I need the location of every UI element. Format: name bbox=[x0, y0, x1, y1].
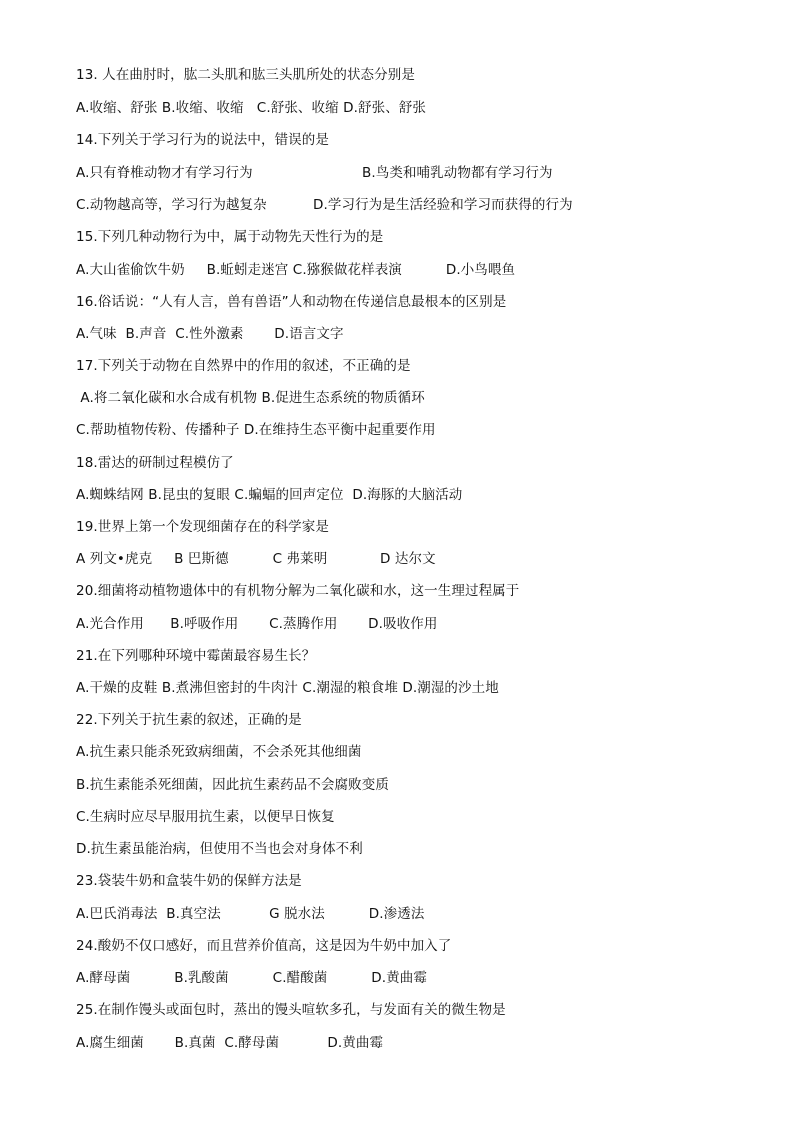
question-24: 24.酸奶不仅口感好，而且营养价值高，这是因为牛奶中加入了 bbox=[76, 938, 452, 954]
question-19: 19.世界上第一个发现细菌存在的科学家是 bbox=[76, 519, 329, 535]
options-25: A.腐生细菌 B.真菌 C.酵母菌 D.黄曲霉 bbox=[76, 1035, 384, 1051]
options-18: A.蜘蛛结网 B.昆虫的复眼 C.蝙蝠的回声定位 D.海豚的大脑活动 bbox=[76, 487, 463, 503]
option-22a: A.抗生素只能杀死致病细菌，不会杀死其他细菌 bbox=[76, 744, 362, 760]
question-14: 14.下列关于学习行为的说法中，错误的是 bbox=[76, 132, 329, 148]
option-22c: C.生病时应尽早服用抗生素，以便早日恢复 bbox=[76, 809, 335, 825]
option-14a: A.只有脊椎动物才有学习行为 bbox=[76, 165, 253, 181]
options-17ab: A.将二氧化碳和水合成有机物 B.促进生态系统的物质循环 bbox=[76, 390, 425, 406]
options-16: A.气味 B.声音 C.性外激素 D.语言文字 bbox=[76, 326, 344, 342]
options-19: A 列文•虎克 B 巴斯德 C 弗莱明 D 达尔文 bbox=[76, 551, 436, 567]
question-20: 20.细菌将动植物遗体中的有机物分解为二氧化碳和水，这一生理过程属于 bbox=[76, 583, 520, 599]
options-23: A.巴氏消毒法 B.真空法 G 脱水法 D.渗透法 bbox=[76, 906, 425, 922]
options-20: A.光合作用 B.呼吸作用 C.蒸腾作用 D.吸收作用 bbox=[76, 616, 438, 632]
options-15: A.大山雀偷饮牛奶 B.蚯蚓走迷宫 C.猕猴做花样表演 D.小鸟喂鱼 bbox=[76, 262, 516, 278]
option-14d: D.学习行为是生活经验和学习而获得的行为 bbox=[313, 197, 573, 213]
question-13: 13. 人在曲肘时，肱二头肌和肱三头肌所处的状态分别是 bbox=[76, 67, 415, 83]
question-17: 17.下列关于动物在自然界中的作用的叙述，不正确的是 bbox=[76, 358, 411, 374]
option-22b: B.抗生素能杀死细菌，因此抗生素药品不会腐败变质 bbox=[76, 777, 389, 793]
question-16: 16.俗话说：“人有人言，兽有兽语”人和动物在传递信息最根本的区别是 bbox=[76, 294, 507, 310]
options-24: A.酵母菌 B.乳酸菌 C.醋酸菌 D.黄曲霉 bbox=[76, 970, 427, 986]
question-23: 23.袋装牛奶和盒装牛奶的保鲜方法是 bbox=[76, 873, 302, 889]
question-18: 18.雷达的研制过程模仿了 bbox=[76, 455, 234, 471]
option-14c: C.动物越高等，学习行为越复杂 bbox=[76, 197, 267, 213]
question-15: 15.下列几种动物行为中，属于动物先天性行为的是 bbox=[76, 229, 384, 245]
option-14b: B.鸟类和哺乳动物都有学习行为 bbox=[362, 165, 553, 181]
options-13: A.收缩、舒张 B.收缩、收缩 C.舒张、收缩 D.舒张、舒张 bbox=[76, 100, 427, 116]
question-25: 25.在制作馒头或面包时，蒸出的馒头喧软多孔，与发面有关的微生物是 bbox=[76, 1002, 506, 1018]
options-17cd: C.帮助植物传粉、传播种子 D.在维持生态平衡中起重要作用 bbox=[76, 422, 436, 438]
option-22d: D.抗生素虽能治病，但使用不当也会对身体不利 bbox=[76, 841, 363, 857]
question-21: 21.在下列哪种环境中霉菌最容易生长？ bbox=[76, 648, 316, 664]
options-21: A.干燥的皮鞋 B.煮沸但密封的牛肉汁 C.潮湿的粮食堆 D.潮湿的沙土地 bbox=[76, 680, 499, 696]
question-22: 22.下列关于抗生素的叙述，正确的是 bbox=[76, 712, 302, 728]
